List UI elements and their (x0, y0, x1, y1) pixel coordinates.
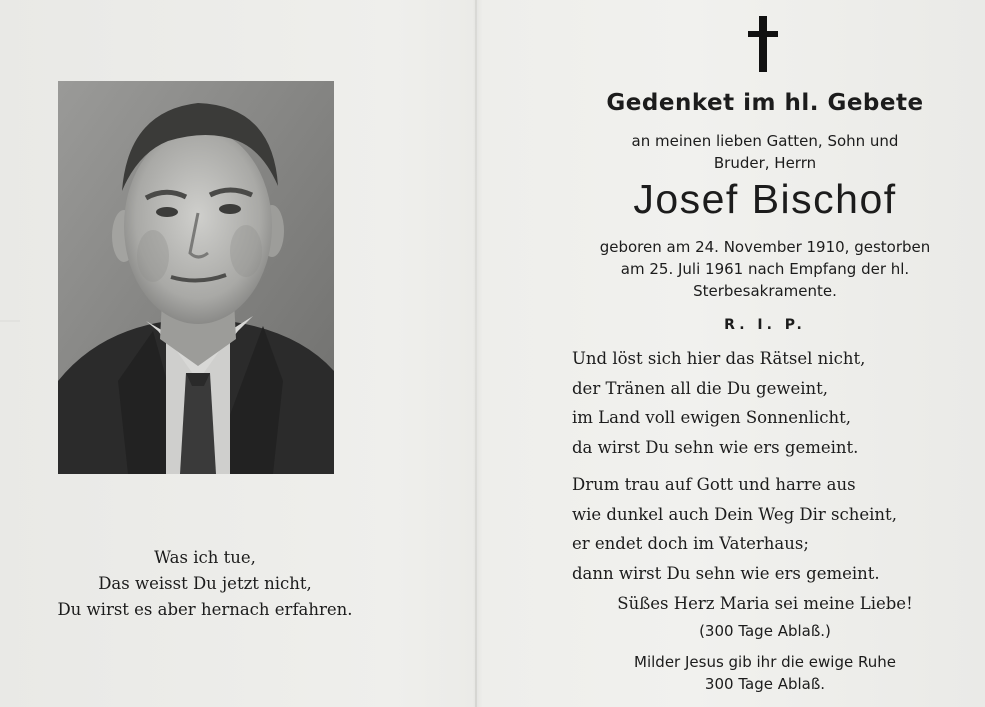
poem-line: Drum trau auf Gott und harre aus (572, 475, 856, 494)
portrait-illustration (58, 81, 334, 474)
poem-line: da wirst Du sehn wie ers gemeint. (572, 437, 859, 457)
left-verse-line: Was ich tue, (154, 548, 256, 567)
left-verse-line: Das weisst Du jetzt nicht, (98, 574, 312, 593)
life-dates (560, 236, 970, 302)
poem-line: dann wirst Du sehn wie ers gemeint. (572, 563, 880, 583)
prayer-mary: Süßes Herz Maria sei meine Liebe! (617, 594, 913, 613)
cross-icon (748, 16, 778, 72)
left-verse (0, 545, 410, 623)
memorial-heading: Gedenket im hl. Gebete (606, 90, 924, 116)
dates-line: am 25. Juli 1961 nach Empfang der hl. (620, 260, 910, 278)
indulgence-note: 300 Tage Ablaß. (704, 675, 826, 693)
prayer-jesus: Milder Jesus gib ihr die ewige Ruhe (634, 653, 896, 671)
intro-line: an meinen lieben Gatten, Sohn und (631, 132, 899, 150)
bleed-through-mark (0, 298, 20, 322)
poem-stanza-2 (572, 470, 897, 588)
card-fold (475, 0, 477, 707)
poem-line: wie dunkel auch Dein Weg Dir scheint, (572, 504, 897, 524)
poem-line: im Land voll ewigen Sonnenlicht, (572, 408, 851, 427)
dates-line: Sterbesakramente. (693, 282, 837, 300)
intro-line: Bruder, Herrn (713, 154, 817, 172)
left-verse-line: Du wirst es aber hernach erfahren. (57, 600, 353, 619)
poem-stanza-1 (572, 344, 865, 462)
poem-line: er endet doch im Vaterhaus; (572, 534, 809, 553)
intro-text (560, 130, 970, 174)
rip-label: R. I. P. (724, 317, 806, 333)
portrait-photo (58, 81, 334, 474)
poem-line: der Tränen all die Du geweint, (572, 378, 829, 398)
indulgence-note: (300 Tage Ablaß.) (699, 622, 831, 640)
dates-line: geboren am 24. November 1910, gestorben (599, 238, 931, 256)
poem-line: Und löst sich hier das Rätsel nicht, (572, 349, 866, 368)
prayer-jesus-block (560, 651, 970, 695)
deceased-name: Josef Bischof (633, 176, 897, 222)
